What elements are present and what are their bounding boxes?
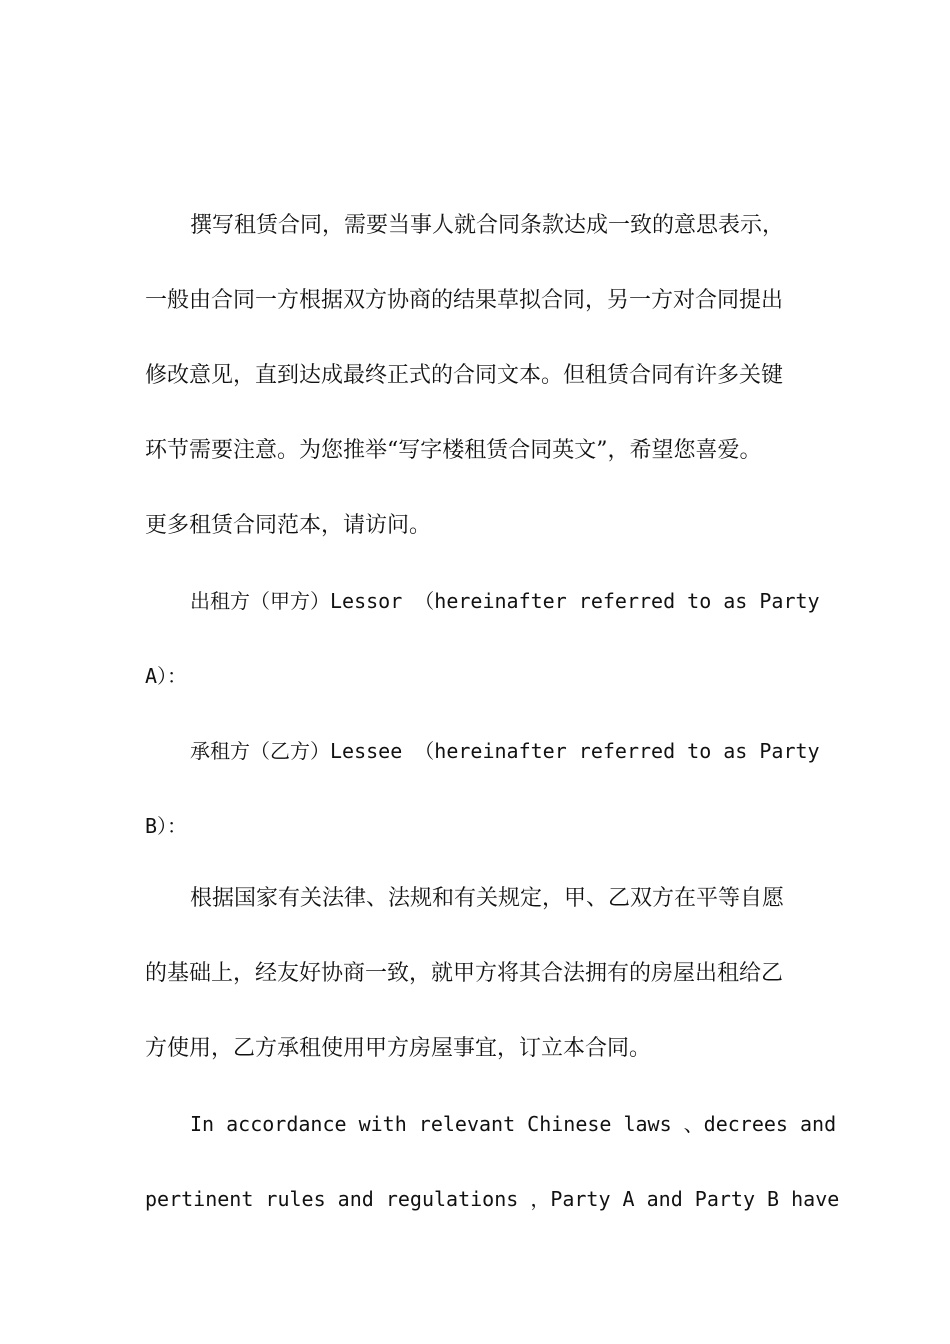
paragraph-line: 撰写租赁合同，需要当事人就合同条款达成一致的意思表示， [190,213,785,238]
paragraph-line: 修改意见，直到达成最终正式的合同文本。但租赁合同有许多关键 [145,363,784,388]
lessee-line-continued: B）： [145,814,188,838]
paragraph-line: 一般由合同一方根据双方协商的结果草拟合同，另一方对合同提出 [145,288,784,313]
lessor-line: 出租方（甲方）Lessor （hereinafter referred to as Party [190,589,820,613]
english-paragraph-line: In accordance with relevant Chinese laws 、decrees and [190,1112,837,1136]
paragraph-line: 根据国家有关法律、法规和有关规定，甲、乙双方在平等自愿 [190,886,785,911]
paragraph-line: 环节需要注意。为您推举“写字楼租赁合同英文”，希望您喜爱。 [145,438,762,463]
paragraph-line: 方使用，乙方承租使用甲方房屋事宜，订立本合同。 [145,1036,652,1061]
lessor-line-continued: A）： [145,664,188,688]
english-paragraph-line: pertinent rules and regulations ，Party A and Party B have [145,1187,840,1211]
lessee-line: 承租方（乙方）Lessee （hereinafter referred to as Party [190,739,820,763]
paragraph-line: 的基础上，经友好协商一致，就甲方将其合法拥有的房屋出租给乙 [145,961,784,986]
paragraph-line: 更多租赁合同范本，请访问。 [145,513,432,538]
